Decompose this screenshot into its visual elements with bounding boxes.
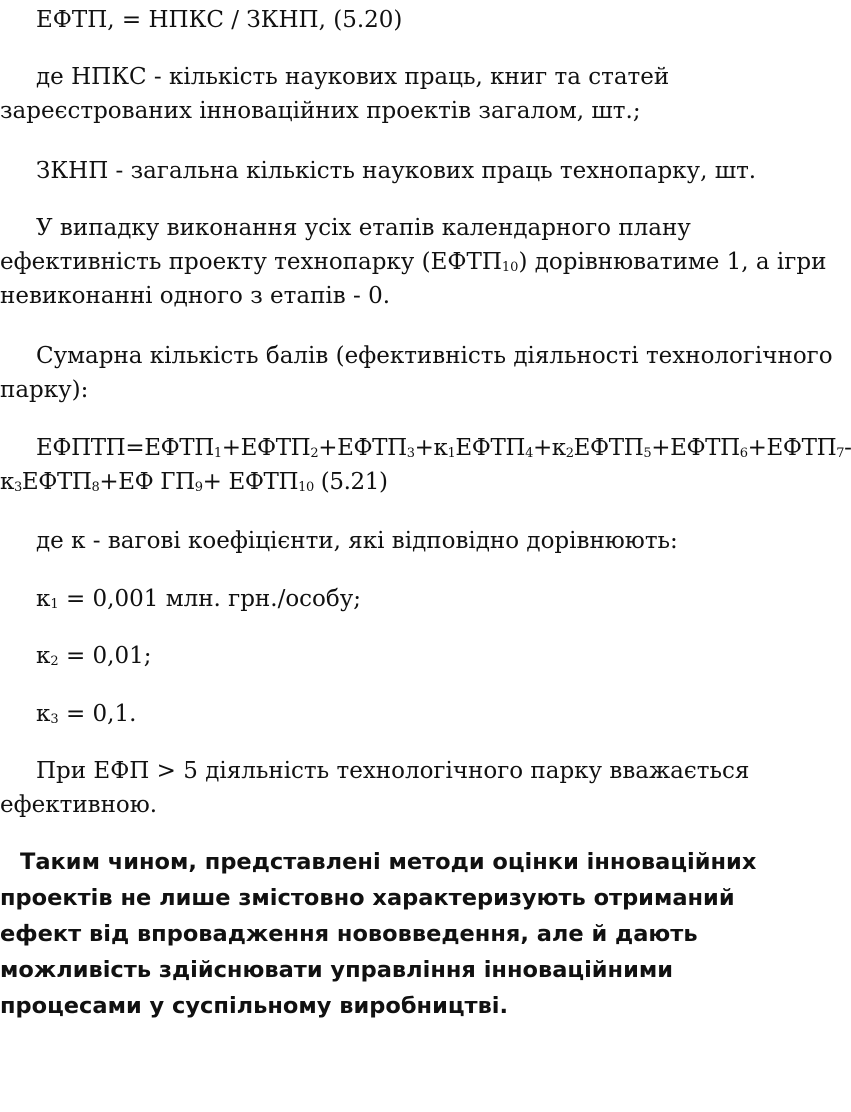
formula-5-21: $ЕФПТП=ЕФТП_1+ЕФТП_2+ЕФТП_3+к_1ЕФТП_4+к_2ЕФТП_5+ЕФТП_6+ЕФТП_7-$ $к_3ЕФТП_8+ЕФ$ $ГП_9+$ $ЕФТП_{10}$ (5.21) xyxy=(0,435,851,495)
weights-intro: де к - вагові коефіцієнти, які відповідно дорівнюють: xyxy=(36,528,678,554)
k2-value: $к_2 = 0,01$; xyxy=(36,643,152,669)
formula-5-20: ЕФТП, = НПКС / ЗКНП, (5.20) xyxy=(36,7,403,33)
conclusion-paragraph: Таким чином, представлені методи оцінки інноваційних проектів не лише змістовно характеризують отриманий ефект від впровадження нововведення, але й дають можливість здійснювати управління інноваційними процесами у суспільному виробництві. xyxy=(0,849,757,1019)
k3-value: $к_3 = 0,1$. xyxy=(36,701,137,727)
effectiveness-paragraph: При ЕФП > 5 діяльність технологічного парку вважається ефективною. xyxy=(0,758,750,818)
zknp-definition: ЗКНП - загальна кількість наукових праць технопарку, шт. xyxy=(36,158,757,184)
npks-definition: де НПКС - кількість наукових праць, книг та статей зареєстрованих інноваційних проектів загалом, шт.; xyxy=(0,64,670,124)
total-score-paragraph: Сумарна кількість балів (ефективність діяльності технологічного парку): xyxy=(0,343,833,403)
k1-value: $к_1 = 0,001$ млн. грн./особу; xyxy=(36,586,362,612)
calendar-plan-paragraph: У випадку виконання усіх етапів календарного плану ефективність проекту технопарку $(ЕФТП_{10})$ дорівнюватиме 1, а ігри невиконанні одного з етапів - 0. xyxy=(0,215,827,309)
